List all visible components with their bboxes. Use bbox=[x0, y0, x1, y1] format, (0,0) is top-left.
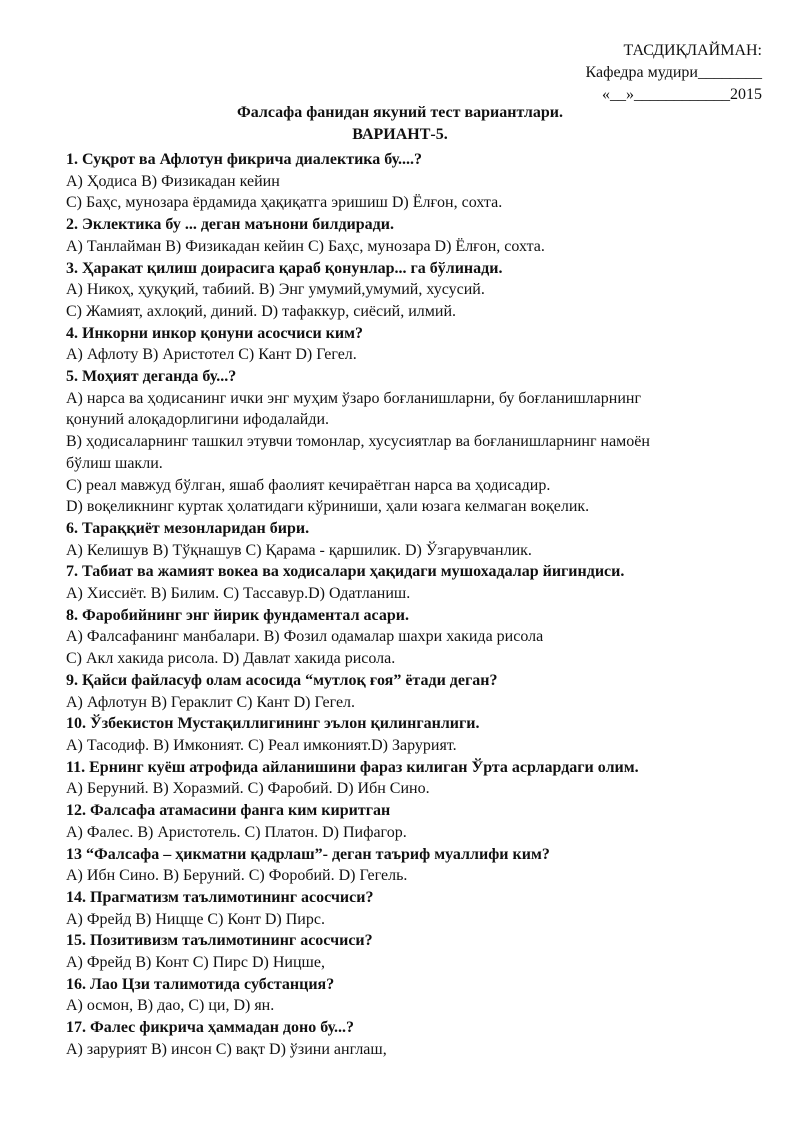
answer-line: А) Хиссиёт. В) Билим. С) Тассавур.D) Одатланиш. bbox=[66, 585, 411, 603]
answer-line: А) Фрейд В) Конт С) Пирс D) Ницше, bbox=[66, 954, 325, 972]
answer-line: А) Фалес. В) Аристотель. С) Платон. D) Пифагор. bbox=[66, 823, 407, 841]
answer-line: А) Никоҳ, ҳуқуқий, табиий. В) Энг умумий,умумий, хусусий. bbox=[66, 281, 485, 299]
answer-line: А) Ҳодиса В) Физикадан кейин bbox=[66, 172, 280, 190]
approval-heading: ТАСДИҚЛАЙМАН: bbox=[623, 42, 762, 59]
question-line: 11. Ернинг куёш атрофида айланишини фараз килиган Ўрта асрлардаги олим. bbox=[66, 758, 639, 776]
answer-line: А) Афлотун В) Гераклит С) Кант D) Гегел. bbox=[66, 693, 356, 711]
question-line: 13 “Фалсафа – ҳикматни қадрлаш”- деган таъриф муаллифи ким? bbox=[66, 845, 550, 863]
answer-line: С) реал мавжуд бўлган, яшаб фаолият кечираётган нарса ва ҳодисадир. bbox=[66, 476, 551, 494]
answer-line: С) Акл хакида рисола. D) Давлат хакида рисола. bbox=[66, 650, 396, 668]
answer-line: А) Келишув В) Тўқнашув С) Қарама - қаршилик. D) Ўзгарувчанлик. bbox=[66, 541, 532, 559]
question-line: 8. Фаробийнинг энг йирик фундаментал асари. bbox=[66, 606, 409, 624]
answer-line: А) Тасодиф. В) Имконият. С) Реал имконият.D) Зарурият. bbox=[66, 736, 457, 754]
answer-line: А) зарурият В) инсон С) вақт D) ўзини англаш, bbox=[66, 1040, 387, 1058]
test-questions bbox=[66, 149, 766, 1061]
answer-line: А) нарса ва ҳодисанинг ички энг муҳим ўзаро боғланишларни, бу боғланишларнинг bbox=[66, 389, 641, 407]
answer-line: А) осмон, В) дао, С) ци, D) ян. bbox=[66, 997, 275, 1015]
answer-line: А) Беруний. В) Хоразмий. С) Фаробий. D) Ибн Сино. bbox=[66, 780, 430, 798]
answer-line: D) воқеликнинг куртак ҳолатидаги кўриниши, ҳали юзага келмаган воқелик. bbox=[66, 498, 590, 516]
answer-line: В) ҳодисаларнинг ташкил этувчи томонлар, хусусиятлар ва боғланишларнинг намоён bbox=[66, 433, 650, 451]
answer-line: А) Ибн Сино. В) Беруний. С) Форобий. D) Гегель. bbox=[66, 867, 408, 885]
document-title: Фалсафа фанидан якуний тест вариантлари. bbox=[237, 104, 563, 121]
question-line: 9. Қайси файласуф олам асосида “мутлоқ ғоя” ётади деган? bbox=[66, 671, 498, 689]
answer-line: С) Баҳс, мунозара ёрдамида ҳақиқатга эришиш D) Ёлғон, сохта. bbox=[66, 194, 503, 212]
question-line: 7. Табиат ва жамият вокеа ва ходисалари ҳақидаги мушохадалар йигиндиси. bbox=[66, 563, 625, 581]
question-line: 14. Прагматизм таълимотининг асосчиси? bbox=[66, 888, 374, 906]
question-line: 6. Тараққиёт мезонларидан бири. bbox=[66, 519, 310, 537]
question-line: 2. Эклектика бу ... деган маънони билдиради. bbox=[66, 216, 394, 234]
question-line: 1. Суқрот ва Афлотун фикрича диалектика бу....? bbox=[66, 151, 423, 168]
approval-block bbox=[586, 40, 762, 106]
question-line: 3. Ҳаракат қилиш доирасига қараб қонунлар... га бўлинади. bbox=[66, 259, 503, 277]
question-line: 5. Моҳият деганда бу...? bbox=[66, 368, 237, 386]
question-line: 10. Ўзбекистон Мустақиллигининг эълон қилинганлиги. bbox=[66, 715, 480, 733]
answer-line: А) Фалсафанинг манбалари. В) Фозил одамалар шахри хакида рисола bbox=[66, 628, 544, 646]
question-line: 17. Фалес фикрича ҳаммадан доно бу...? bbox=[66, 1019, 355, 1037]
question-line: 12. Фалсафа атамасини фанга ким киритган bbox=[66, 802, 391, 820]
question-line: 4. Инкорни инкор қонуни асосчиси ким? bbox=[66, 324, 364, 342]
answer-line: А) Фрейд В) Ницще С) Конт D) Пирс. bbox=[66, 910, 325, 928]
answer-line: А) Танлайман В) Физикадан кейин С) Баҳс, мунозара D) Ёлғон, сохта. bbox=[66, 237, 545, 255]
question-line: 16. Лао Цзи талимотида субстанция? bbox=[66, 975, 335, 993]
question-line: 15. Позитивизм таълимотининг асосчиси? bbox=[66, 932, 373, 950]
approval-date-line: «__»____________2015 bbox=[602, 86, 762, 103]
answer-line: А) Афлоту В) Аристотел С) Кант D) Гегел. bbox=[66, 346, 357, 364]
variant-heading: ВАРИАНТ-5. bbox=[352, 126, 448, 143]
answer-line: қонуний алоқадорлигини ифодалайди. bbox=[66, 411, 330, 429]
answer-line: бўлиш шакли. bbox=[66, 454, 163, 472]
department-head-signature-line: Кафедра мудири________ bbox=[585, 64, 762, 81]
answer-line: С) Жамият, ахлоқий, диний. D) тафаккур, сиёсий, илмий. bbox=[66, 302, 456, 320]
